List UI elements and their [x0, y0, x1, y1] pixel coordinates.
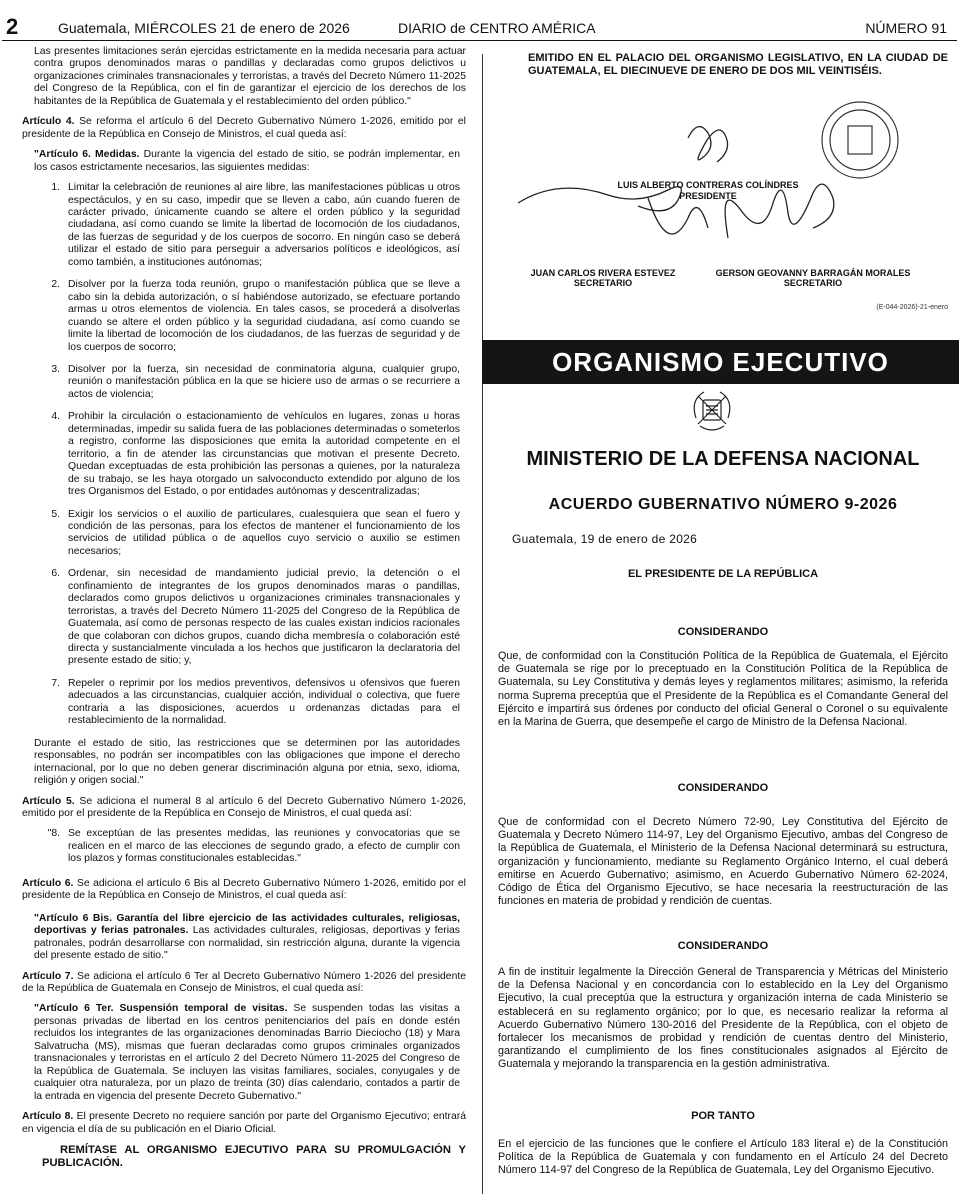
article-6-add-text: Se adiciona el artículo 6 Bis al Decreto Gubernativo Número 1-2026, emitido por el presidente de la República en Consejo de Ministros, el cual queda así: [22, 877, 466, 902]
considerando-2-title: CONSIDERANDO [677, 782, 769, 794]
item-number: 6. [51, 568, 60, 580]
list-item [34, 182, 460, 269]
article-6-medidas [34, 149, 460, 174]
item-number: 1. [51, 182, 60, 194]
during-paragraph: Durante el estado de sitio, las restricciones que se determinen por las autoridades responsables, no podrán ser incompatibles con las obligaciones que impone el derecho internacional, por lo que no deben generar discriminación alguna por etnia, sexo, idioma, religión y origen social." [34, 737, 460, 787]
coat-of-arms-icon [690, 388, 734, 439]
item-text: Ordenar, sin necesidad de mandamiento judicial previo, la detención o el confinamiento de integrantes de los grupos denominados maras o pandillas, declarados como grupos delictivos u organizaciones criminales transnacionales y terroristas, a través del Decreto Número 11-2025 del Congreso de la República de Guatemala, así como de personas respecto de las cuales existan indicios racionales de que colaboran con dichos grupos, cuando dicha membresía o colaboración esté directa y sustancialmente vinculada a los hechos que justificaron la declaratoria del presente estado de sitio; y, [68, 568, 460, 667]
secretary1-role: SECRETARIO [573, 278, 633, 288]
place-date: Guatemala, 19 de enero de 2026 [512, 532, 698, 546]
article-6-add-label: Artículo 6. [22, 877, 74, 889]
article-6-text: Durante la vigencia del estado de sitio, se podrán implementar, en los casos estrictamente necesarios, las siguientes medidas: [34, 149, 460, 173]
article-4-label: Artículo 4. [22, 116, 75, 128]
list-item [34, 279, 460, 354]
considerando-1-text: Que, de conformidad con la Constitución Política de la República de Guatemala, el Ejército de Guatemala se rige por lo preceptuado en la Constitución Política de la República de Guatemala, su Ley Constitutiva y demás leyes y reglamentos militares; asimismo, la referida norma Suprema preceptúa que el Presidente de la República es el Comandante General del Ejército e impartirá sus órdenes por conducto del oficial General o Coronel o su equivalente en la Marina de Guerra, que desempeñe el cargo de Ministro de la Defensa Nacional. [498, 650, 948, 729]
item-number: 3. [51, 363, 60, 375]
item-text: Repeler o reprimir por los medios preventivos, defensivos u ofensivos que fueren adecuados a las circunstancias, cualquier acción, individual o colectiva, que fuere contraria a las disposiciones, acuerdos u ordenanzas dictadas para el restablecimiento de la normalidad. [68, 677, 460, 727]
secretary2-name: GERSON GEOVANNY BARRAGÁN MORALES [715, 268, 911, 278]
article-5-label: Artículo 5. [22, 795, 75, 807]
article-6-bis [34, 913, 460, 963]
list-item [34, 828, 460, 865]
ministry-title: MINISTERIO DE LA DEFENSA NACIONAL [526, 448, 920, 470]
measures-list [22, 182, 466, 738]
article-6-ter-text: Se suspenden todas las visitas a personas privadas de libertad en los centros penitenciarios del país en donde estén recluidos los integrantes de las organizaciones denominadas Barrio Dieciocho (18) y Mara Salvatrucha (MS), mismas que fueran declaradas como grupos criminales organizados transnacionales y terroristas en el artículo 2 del Decreto Número 11-2025 del Congreso de la República de Guatemala. Se incluyen las visitas familiares, sociales, conyugales y de cualquier otra naturaleza, por un plazo de treinta (30) días calendario, contados a partir de la entrada en vigencia del presente Decreto Gubernativo." [34, 1003, 460, 1102]
president-heading: EL PRESIDENTE DE LA REPÚBLICA [627, 568, 819, 580]
right-column-top [498, 52, 948, 311]
item-number: 7. [51, 677, 60, 689]
item-text: Disolver por la fuerza toda reunión, grupo o manifestación pública que se lleve a cabo sin la debida autorización, o sí habiéndose autorizado, se efectuare portando armas u otros elementos de violencia. En tales casos, se procederá a disolverlas cuando se altere el orden público y la seguridad ciudadana, así como cuando se limite la libertad de locomoción de los ciudadanos, de las fuerzas de seguridad y de los cuerpos de socorro; [68, 279, 460, 353]
article-7-label: Artículo 7. [22, 970, 74, 982]
article-8 [22, 1111, 466, 1136]
item-text: Limitar la celebración de reuniones al aire libre, las manifestaciones públicas u otros espectáculos, y en su caso, impedir que se lleven a cabo, aún cuando fueren de carácter privado, únicamente cuando se altere el orden público y la seguridad ciudadana, así como cuando se limite la libertad de locomoción de los ciudadanos, de las fuerzas de seguridad y de los cuerpos de socorro. En ningún caso se deberá utilizar el estado de sitio para perseguir a adversarios políticos e ideológicos, así como también, a instituciones autónomas; [68, 182, 460, 268]
article-6-bis-text: Las actividades culturales, religiosas, deportivas y ferias patronales, podrán desarrollarse con normalidad, sin restricción alguna, durante la vigencia del presente estado de sitio." [34, 925, 460, 962]
list-item [34, 509, 460, 559]
article-4-text: Se reforma el artículo 6 del Decreto Gubernativo Número 1-2026, emitido por el presidente de la República en Consejo de Ministros, el cual queda así: [22, 116, 466, 140]
president-name: LUIS ALBERTO CONTRERAS COLÍNDRES [617, 180, 799, 190]
publication-reference: (E-044-2026)-21-enero [876, 304, 948, 311]
agreement-title: ACUERDO GUBERNATIVO NÚMERO 9-2026 [548, 496, 898, 513]
intro-paragraph: Las presentes limitaciones serán ejercidas estrictamente en la medida necesaria para actuar contra grupos denominados maras o pandillas y declaradas como grupos delictivos u organizaciones criminales transnacionales y terroristas, a través del Decreto Número 11-2025 del Congreso de la República, con el fin de garantizar el ejercicio de los derechos de los habitantes de la República de Guatemala y el restablecimiento del orden público." [34, 46, 466, 107]
considerando-1-title: CONSIDERANDO [677, 626, 769, 638]
considerando-3-text: A fin de instituir legalmente la Dirección General de Transparencia y Métricas del Ministerio de la Defensa Nacional y en concordancia con lo establecido en la Ley del Organismo Ejecutivo, la cual preceptúa que la estructura y organización interna de cada Ministerio se establecerá en su reglamento orgánico; por lo que, es necesario realizar la reforma al Acuerdo Gubernativo Número 130-2016 del Presidente de la República, con el objeto de fortalecer los mecanismos de probidad y rendición de cuentas dentro del Ministerio, garantizando el cumplimiento de los fines constitucionales asignados al Ejército de Guatemala y mejorando la transparencia en la gestión administrativa. [498, 966, 948, 1071]
section-banner: ORGANISMO EJECUTIVO [482, 340, 959, 384]
item-number: 5. [51, 508, 60, 520]
header-rule [2, 40, 957, 41]
signature-block [498, 78, 948, 288]
president-role: PRESIDENTE [679, 191, 737, 201]
issue-date: Guatemala, MIÉRCOLES 21 de enero de 2026 [58, 20, 350, 36]
article-6-ter [34, 1003, 460, 1103]
considerando-3-title: CONSIDERANDO [677, 940, 769, 952]
article-7 [22, 971, 466, 996]
remit-paragraph: REMÍTASE AL ORGANISMO EJECUTIVO PARA SU PROMULGACIÓN Y PUBLICACIÓN. [42, 1143, 466, 1170]
article-6-bis-label: "Artículo 6 Bis. Garantía del libre ejercicio de las actividades culturales, religiosas, deportivas y ferias patronales. [34, 912, 460, 937]
item-number: "8. [47, 828, 60, 840]
article-6-add [22, 878, 466, 903]
article-6-ter-label: "Artículo 6 Ter. Suspensión temporal de visitas. [34, 1003, 288, 1015]
column-divider [482, 54, 483, 1194]
left-column [22, 46, 466, 1171]
newspaper-name: DIARIO de CENTRO AMÉRICA [398, 20, 596, 36]
article-5 [22, 796, 466, 821]
item-text: Disolver por la fuerza, sin necesidad de conminatoria alguna, cualquier grupo, reunión o manifestación pública en la que se hiciere uso de armas o se recurriere a actos de violencia; [68, 363, 460, 400]
page-header [0, 0, 959, 44]
portanto-text: En el ejercicio de las funciones que le confiere el Artículo 183 literal e) de la Constitución Política de la República de Guatemala y con fundamento en el Artículo 24 del Decreto Número 114-97 del Congreso de la República de Guatemala, Ley del Organismo Ejecutivo. [498, 1138, 948, 1177]
considerando-2-text: Que de conformidad con el Decreto Número 72-90, Ley Constitutiva del Ejército de Guatemala y Decreto Número 114-97, Ley del Organismo Ejecutivo, ambas del Congreso de la República de Guatemala, el Ministerio de la Defensa Nacional determinará su estructura, organización y funcionamiento, mediante su Reglamento Orgánico Interno, el cual deberá emitirse en Acuerdo Gubernativo; asimismo, en Acuerdo Gubernativo Número 62-2024, Código de Ética del Organismo Ejecutivo, se hace necesaria la reestructuración de las funciones en materia de probidad y rendición de cuentas. [498, 816, 948, 908]
item-number: 2. [51, 279, 60, 291]
item-text: Se exceptúan de las presentes medidas, las reuniones y convocatorias que se realicen en el marco de las elecciones de segundo grado, a efecto de cumplir con los plazos y formas constitucionales establecidas." [68, 828, 460, 865]
list-item [34, 364, 460, 401]
issue-number: NÚMERO 91 [865, 20, 947, 36]
list-item [34, 568, 460, 668]
page-number: 2 [6, 14, 19, 39]
emitted-paragraph: EMITIDO EN EL PALACIO DEL ORGANISMO LEGISLATIVO, EN LA CIUDAD DE GUATEMALA, EL DIECINUEVE DE ENERO DE DOS MIL VEINTISÉIS. [528, 52, 948, 77]
portanto-title: POR TANTO [691, 1110, 755, 1122]
article-4 [22, 116, 466, 141]
list-item [34, 678, 460, 728]
article-6-label: "Artículo 6. Medidas. [34, 149, 140, 161]
article-7-text: Se adiciona el artículo 6 Ter al Decreto Gubernativo Número 1-2026 del presidente de la República de Guatemala en Consejo de Ministros, el cual queda así: [22, 970, 467, 994]
secretary1-name: JUAN CARLOS RIVERA ESTEVEZ [530, 268, 676, 278]
article-8-label: Artículo 8. [22, 1111, 74, 1123]
list-item [34, 411, 460, 498]
secretary2-role: SECRETARIO [783, 278, 843, 288]
legislative-seal [822, 102, 898, 178]
article-5-text: Se adiciona el numeral 8 al artículo 6 del Decreto Gubernativo Número 1-2026, emitido por el presidente de la República en Consejo de Ministros, el cual queda así: [22, 795, 466, 820]
article-8-text: El presente Decreto no requiere sanción por parte del Organismo Ejecutivo; entrará en vigencia el día de su publicación en el Diario Oficial. [22, 1111, 466, 1135]
president-signature [688, 127, 728, 162]
item-number: 4. [51, 411, 60, 423]
item-text: Prohibir la circulación o estacionamiento de vehículos en lugares, zonas u horas determinadas, impedir su salida fuera de las poblaciones determinadas o someterlos a registro, conforme las disposiciones que emita la autoridad competente en el territorio, a fin de atender las circunstancias que motivan el presente Decreto. Quedan exceptuadas de esta prohibición las personas a quienes, por la naturaleza de su trabajo, se les haya otorgado un salvoconducto extendido por alguno de los tres Organismos del Estado, o por entidades autónomas y descentralizadas; [68, 411, 460, 498]
item-text: Exigir los servicios o el auxilio de particulares, cualesquiera que sean el fuero y condición de las personas, para los efectos de mantener el funcionamiento de los servicios de utilidad pública o de aquellos cuyo servicio o auxilio se estimen necesarios; [68, 508, 460, 557]
